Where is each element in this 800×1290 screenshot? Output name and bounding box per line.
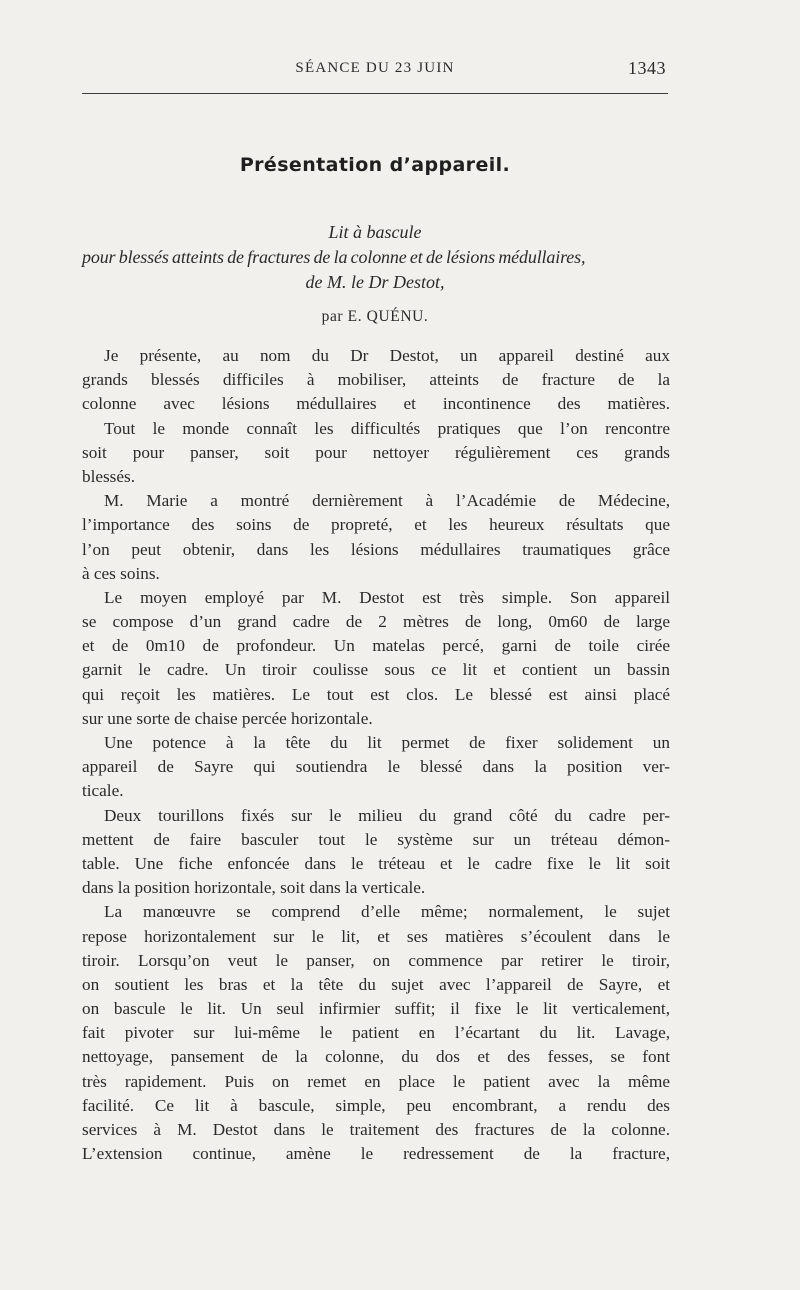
body-line: très rapidement. Puis on remet en place le patient avec la même xyxy=(82,1071,670,1091)
byline: par E. QUÉNU. xyxy=(321,308,429,325)
body-line: on bascule le lit. Un seul infirmier suffit; il fixe le lit verticalement, xyxy=(82,999,670,1019)
body-line: M. Marie a montré dernièrement à l’Académie de Médecine, xyxy=(104,491,670,511)
body-line: Tout le monde connaît les difficultés pratiques que l’on rencontre xyxy=(104,418,670,438)
body-line: fait pivoter sur lui-même le patient en l’écartant du lit. Lavage, xyxy=(82,1023,670,1043)
body-line: Deux tourillons fixés sur le milieu du grand côté du cadre per- xyxy=(104,805,670,825)
body-line: facilité. Ce lit à bascule, simple, peu encombrant, a rendu des xyxy=(82,1095,670,1115)
body-line: soit pour panser, soit pour nettoyer régulièrement ces grands xyxy=(82,442,670,462)
body-line: on soutient les bras et la tête du sujet avec l’appareil de Sayre, et xyxy=(82,974,670,994)
body-line: l’on peut obtenir, dans les lésions médullaires traumatiques grâce xyxy=(82,539,670,559)
running-head-title: SÉANCE DU 23 JUIN xyxy=(295,60,455,76)
header-rule xyxy=(82,93,668,94)
running-head xyxy=(82,58,668,84)
body-text xyxy=(82,344,670,1166)
page-number: 1343 xyxy=(628,58,666,78)
body-line: appareil de Sayre qui soutiendra le blessé dans la position ver- xyxy=(82,757,670,777)
subtitle-line-3: de M. le Dr Destot, xyxy=(305,272,445,292)
body-line: L’extension continue, amène le redressement de la fracture, xyxy=(82,1144,670,1164)
body-line: l’importance des soins de propreté, et les heureux résultats que xyxy=(82,515,670,535)
subtitle-line-1: Lit à bascule xyxy=(328,222,422,242)
body-line: Une potence à la tête du lit permet de fixer solidement un xyxy=(104,733,670,752)
body-line: La manœuvre se comprend d’elle même; normalement, le sujet xyxy=(104,902,670,922)
body-line: services à M. Destot dans le traitement des fractures de la colonne. xyxy=(82,1120,670,1139)
body-line: mettent de faire basculer tout le système sur un tréteau démon- xyxy=(82,829,670,849)
body-line: à ces soins. xyxy=(82,563,160,583)
body-line: blessés. xyxy=(82,466,135,486)
body-line: tiroir. Lorsqu’on veut le panser, on commence par retirer le tiroir, xyxy=(82,950,670,970)
body-line: qui reçoit les matières. Le tout est clos. Le blessé est ainsi placé xyxy=(82,684,670,704)
body-line: se compose d’un grand cadre de 2 mètres de long, 0m60 de large xyxy=(82,612,670,632)
body-line: sur une sorte de chaise percée horizontale. xyxy=(82,708,373,728)
body-line: grands blessés difficiles à mobiliser, atteints de fracture de la xyxy=(82,370,670,390)
body-line: colonne avec lésions médullaires et incontinence des matières. xyxy=(82,394,670,414)
body-line: Je présente, au nom du Dr Destot, un appareil destiné aux xyxy=(104,346,670,365)
body-line: nettoyage, pansement de la colonne, du dos et des fesses, se font xyxy=(82,1047,670,1067)
body-line: ticale. xyxy=(82,781,124,801)
body-line: dans la position horizontale, soit dans la verticale. xyxy=(82,878,426,898)
section-title: Présentation d’appareil. xyxy=(239,154,511,176)
body-line: et de 0m10 de profondeur. Un matelas percé, garni de toile cirée xyxy=(82,636,670,656)
body-line: Le moyen employé par M. Destot est très simple. Son appareil xyxy=(104,587,670,607)
subtitle-line-2: pour blessés atteints de fractures de la colonne et de lésions médullaires, xyxy=(82,247,586,267)
body-line: table. Une fiche enfoncée dans le tréteau et le cadre fixe le lit soit xyxy=(82,853,670,873)
body-line: repose horizontalement sur le lit, et ses matières s’écoulent dans le xyxy=(82,926,670,946)
body-line: garnit le cadre. Un tiroir coulisse sous ce lit et contient un bassin xyxy=(82,660,670,680)
